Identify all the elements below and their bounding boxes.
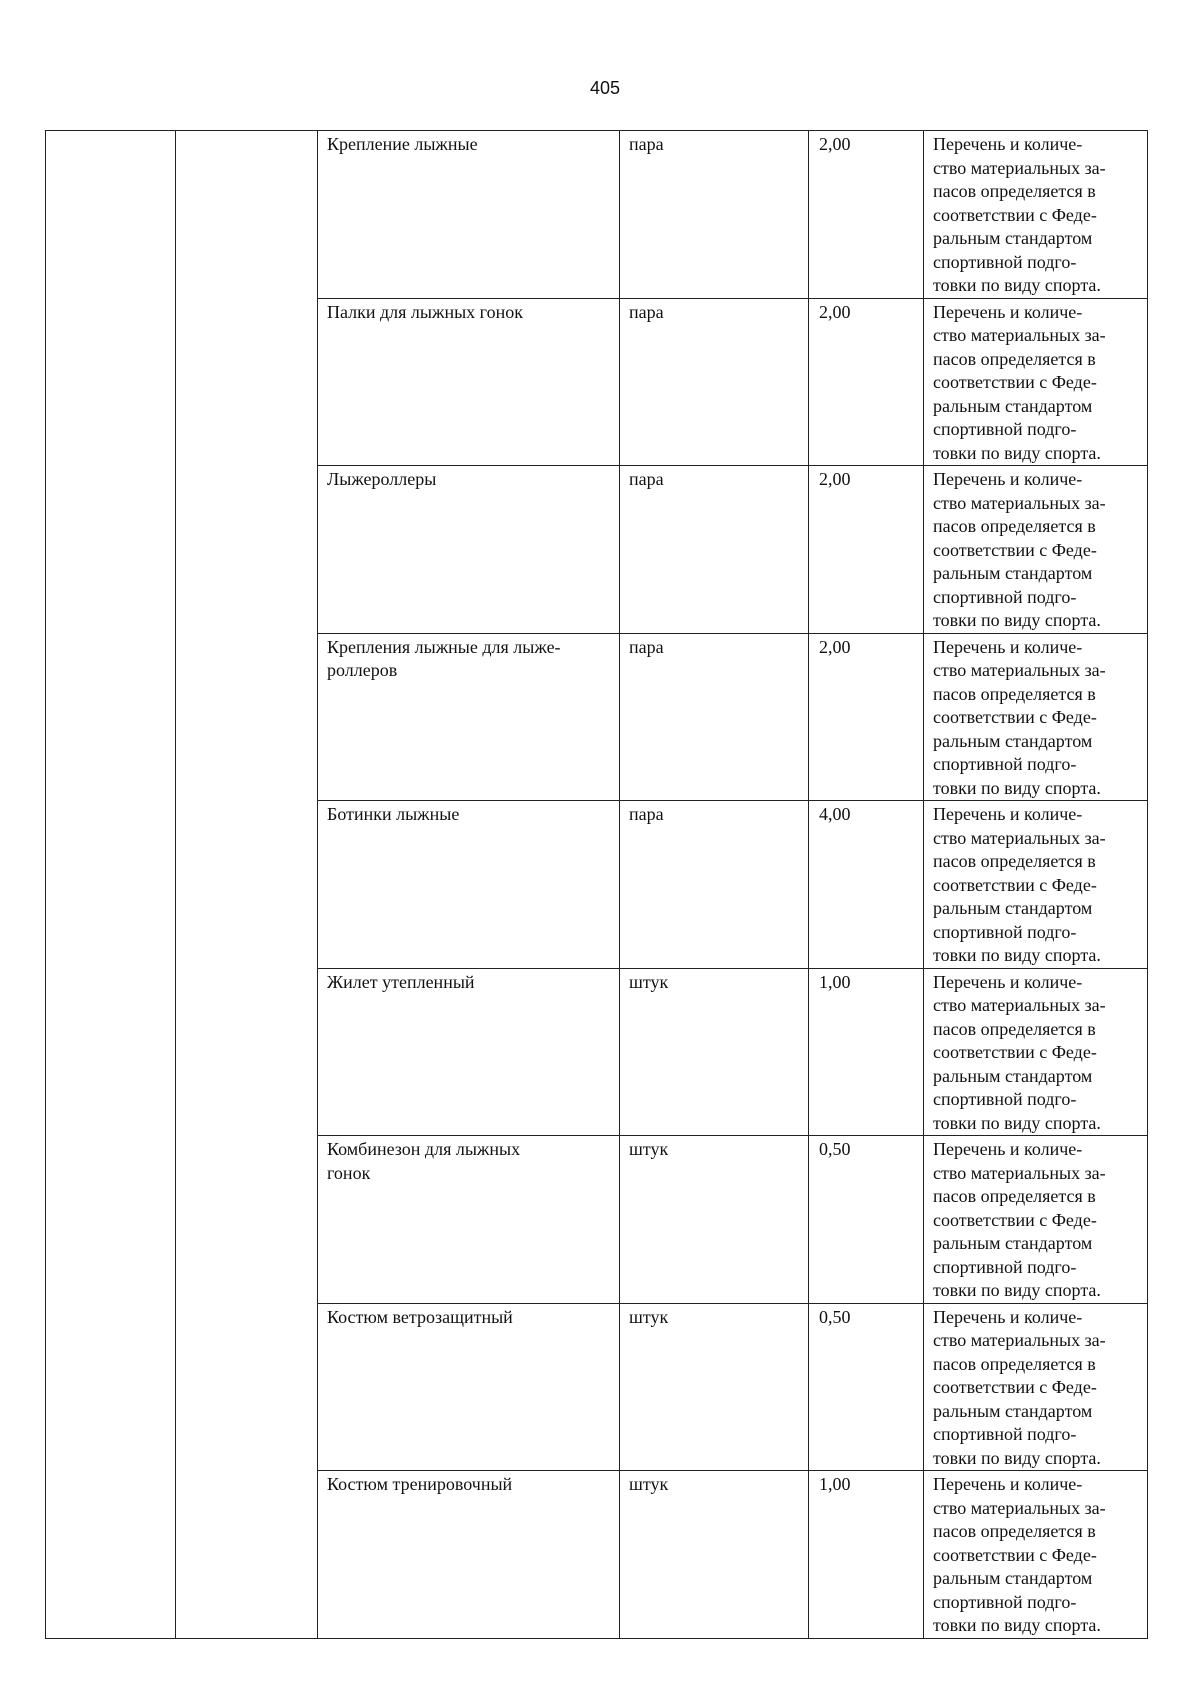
unit-cell: штук bbox=[620, 1136, 809, 1304]
table-body bbox=[46, 131, 1148, 1639]
quantity-cell: 1,00 bbox=[809, 968, 924, 1136]
note-cell: Перечень и количе- ство материальных за- пасов определяется в соответствии с Феде- ральным стандартом спортивной подго- товки по виду спорта. bbox=[924, 1136, 1148, 1304]
table-row bbox=[46, 131, 1148, 299]
item-name-cell: Лыжероллеры bbox=[318, 466, 620, 634]
equipment-table bbox=[45, 130, 1148, 1639]
note-cell: Перечень и количе- ство материальных за- пасов определяется в соответствии с Феде- ральным стандартом спортивной подго- товки по виду спорта. bbox=[924, 298, 1148, 466]
item-name-cell: Крепления лыжные для лыже- роллеров bbox=[318, 633, 620, 801]
quantity-cell: 2,00 bbox=[809, 131, 924, 299]
note-cell: Перечень и количе- ство материальных за- пасов определяется в соответствии с Феде- ральным стандартом спортивной подго- товки по виду спорта. bbox=[924, 633, 1148, 801]
quantity-cell: 2,00 bbox=[809, 298, 924, 466]
quantity-cell: 2,00 bbox=[809, 633, 924, 801]
quantity-cell: 1,00 bbox=[809, 1471, 924, 1639]
item-name-cell: Костюм ветрозащитный bbox=[318, 1303, 620, 1471]
note-cell: Перечень и количе- ство материальных за- пасов определяется в соответствии с Феде- ральным стандартом спортивной подго- товки по виду спорта. bbox=[924, 968, 1148, 1136]
unit-cell: штук bbox=[620, 1471, 809, 1639]
item-name-cell: Крепление лыжные bbox=[318, 131, 620, 299]
note-cell: Перечень и количе- ство материальных за- пасов определяется в соответствии с Феде- ральным стандартом спортивной подго- товки по виду спорта. bbox=[924, 1471, 1148, 1639]
item-name-cell: Палки для лыжных гонок bbox=[318, 298, 620, 466]
empty-cell-col1 bbox=[46, 131, 176, 1639]
quantity-cell: 4,00 bbox=[809, 801, 924, 969]
item-name-cell: Жилет утепленный bbox=[318, 968, 620, 1136]
note-cell: Перечень и количе- ство материальных за- пасов определяется в соответствии с Феде- ральным стандартом спортивной подго- товки по виду спорта. bbox=[924, 1303, 1148, 1471]
note-cell: Перечень и количе- ство материальных за- пасов определяется в соответствии с Феде- ральным стандартом спортивной подго- товки по виду спорта. bbox=[924, 131, 1148, 299]
note-cell: Перечень и количе- ство материальных за- пасов определяется в соответствии с Феде- ральным стандартом спортивной подго- товки по виду спорта. bbox=[924, 801, 1148, 969]
empty-cell-col2 bbox=[176, 131, 318, 1639]
unit-cell: пара bbox=[620, 298, 809, 466]
quantity-cell: 0,50 bbox=[809, 1136, 924, 1304]
unit-cell: пара bbox=[620, 633, 809, 801]
quantity-cell: 0,50 bbox=[809, 1303, 924, 1471]
item-name-cell: Костюм тренировочный bbox=[318, 1471, 620, 1639]
unit-cell: штук bbox=[620, 1303, 809, 1471]
quantity-cell: 2,00 bbox=[809, 466, 924, 634]
item-name-cell: Комбинезон для лыжных гонок bbox=[318, 1136, 620, 1304]
unit-cell: пара bbox=[620, 466, 809, 634]
note-cell: Перечень и количе- ство материальных за- пасов определяется в соответствии с Феде- ральным стандартом спортивной подго- товки по виду спорта. bbox=[924, 466, 1148, 634]
unit-cell: пара bbox=[620, 801, 809, 969]
unit-cell: штук bbox=[620, 968, 809, 1136]
item-name-cell: Ботинки лыжные bbox=[318, 801, 620, 969]
unit-cell: пара bbox=[620, 131, 809, 299]
page-number: 405 bbox=[589, 78, 621, 98]
